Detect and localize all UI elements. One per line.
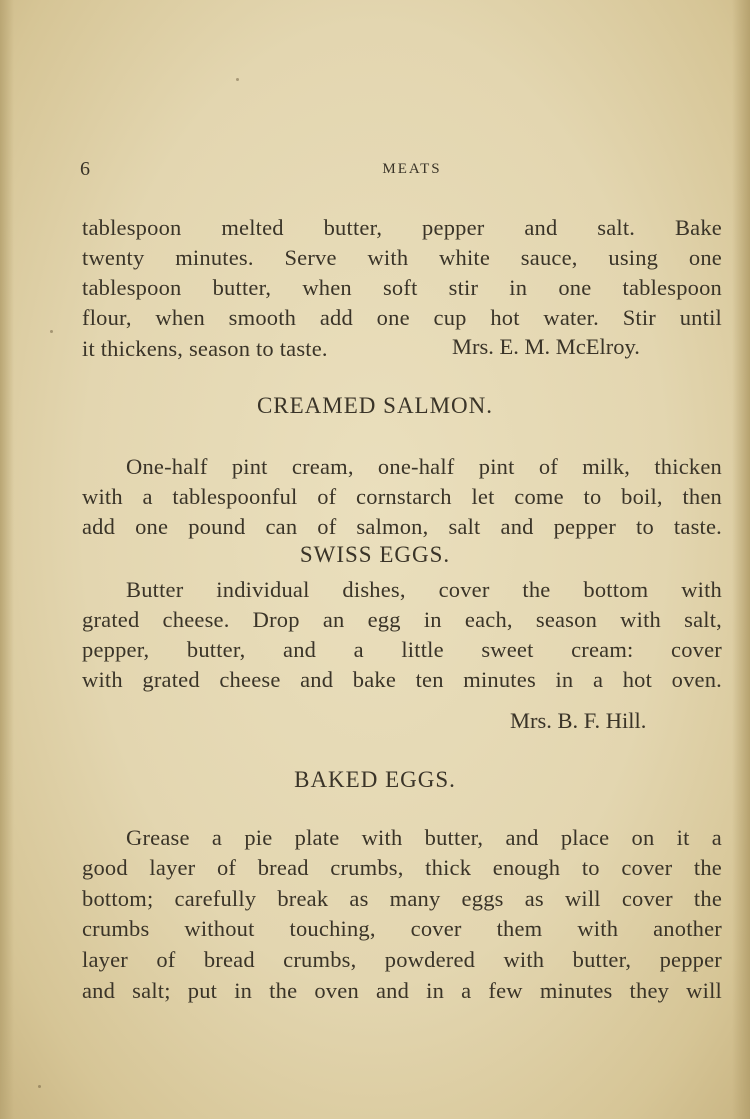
text-line: tablespoon butter, when soft stir in one tablespoon xyxy=(82,275,722,300)
text-line: grated cheese. Drop an egg in each, season with salt, xyxy=(82,607,722,632)
running-head xyxy=(80,158,740,188)
text-line: One-half pint cream, one-half pint of milk, thicken xyxy=(126,454,722,479)
text-line: and salt; put in the oven and in a few minutes they will xyxy=(82,978,722,1003)
recipe-attribution: Mrs. B. F. Hill. xyxy=(510,708,647,733)
paper-speck xyxy=(50,330,53,333)
recipe-title-creamed-salmon: CREAMED SALMON. xyxy=(256,393,494,418)
text-line: tablespoon melted butter, pepper and salt. Bake xyxy=(82,215,722,240)
text-line: with a tablespoonful of cornstarch let come to boil, then xyxy=(82,484,722,509)
paper-speck xyxy=(236,78,239,81)
text-line: good layer of bread crumbs, thick enough to cover the xyxy=(82,855,722,880)
recipe-title-baked-eggs: BAKED EGGS. xyxy=(294,767,456,792)
text-line: crumbs without touching, cover them with another xyxy=(82,916,722,941)
text-line: add one pound can of salmon, salt and pepper to taste. xyxy=(82,514,722,539)
recipe-attribution: Mrs. E. M. McElroy. xyxy=(452,334,640,359)
text-line: flour, when smooth add one cup hot water. Stir until xyxy=(82,305,722,330)
page-number: 6 xyxy=(80,158,90,180)
text-line: pepper, butter, and a little sweet cream: cover xyxy=(82,637,722,662)
text-line: with grated cheese and bake ten minutes in a hot oven. xyxy=(82,667,722,692)
text-line: Butter individual dishes, cover the bottom with xyxy=(126,577,722,602)
paper-speck xyxy=(38,1085,41,1088)
text-line: it thickens, season to taste. xyxy=(82,336,328,361)
section-title: MEATS xyxy=(382,161,442,177)
recipe-title-swiss-eggs: SWISS EGGS. xyxy=(299,542,451,567)
text-line: Grease a pie plate with butter, and place on it a xyxy=(126,825,722,850)
text-line: layer of bread crumbs, powdered with butter, pepper xyxy=(82,947,722,972)
text-line: twenty minutes. Serve with white sauce, using one xyxy=(82,245,722,270)
text-line: bottom; carefully break as many eggs as will cover the xyxy=(82,886,722,911)
